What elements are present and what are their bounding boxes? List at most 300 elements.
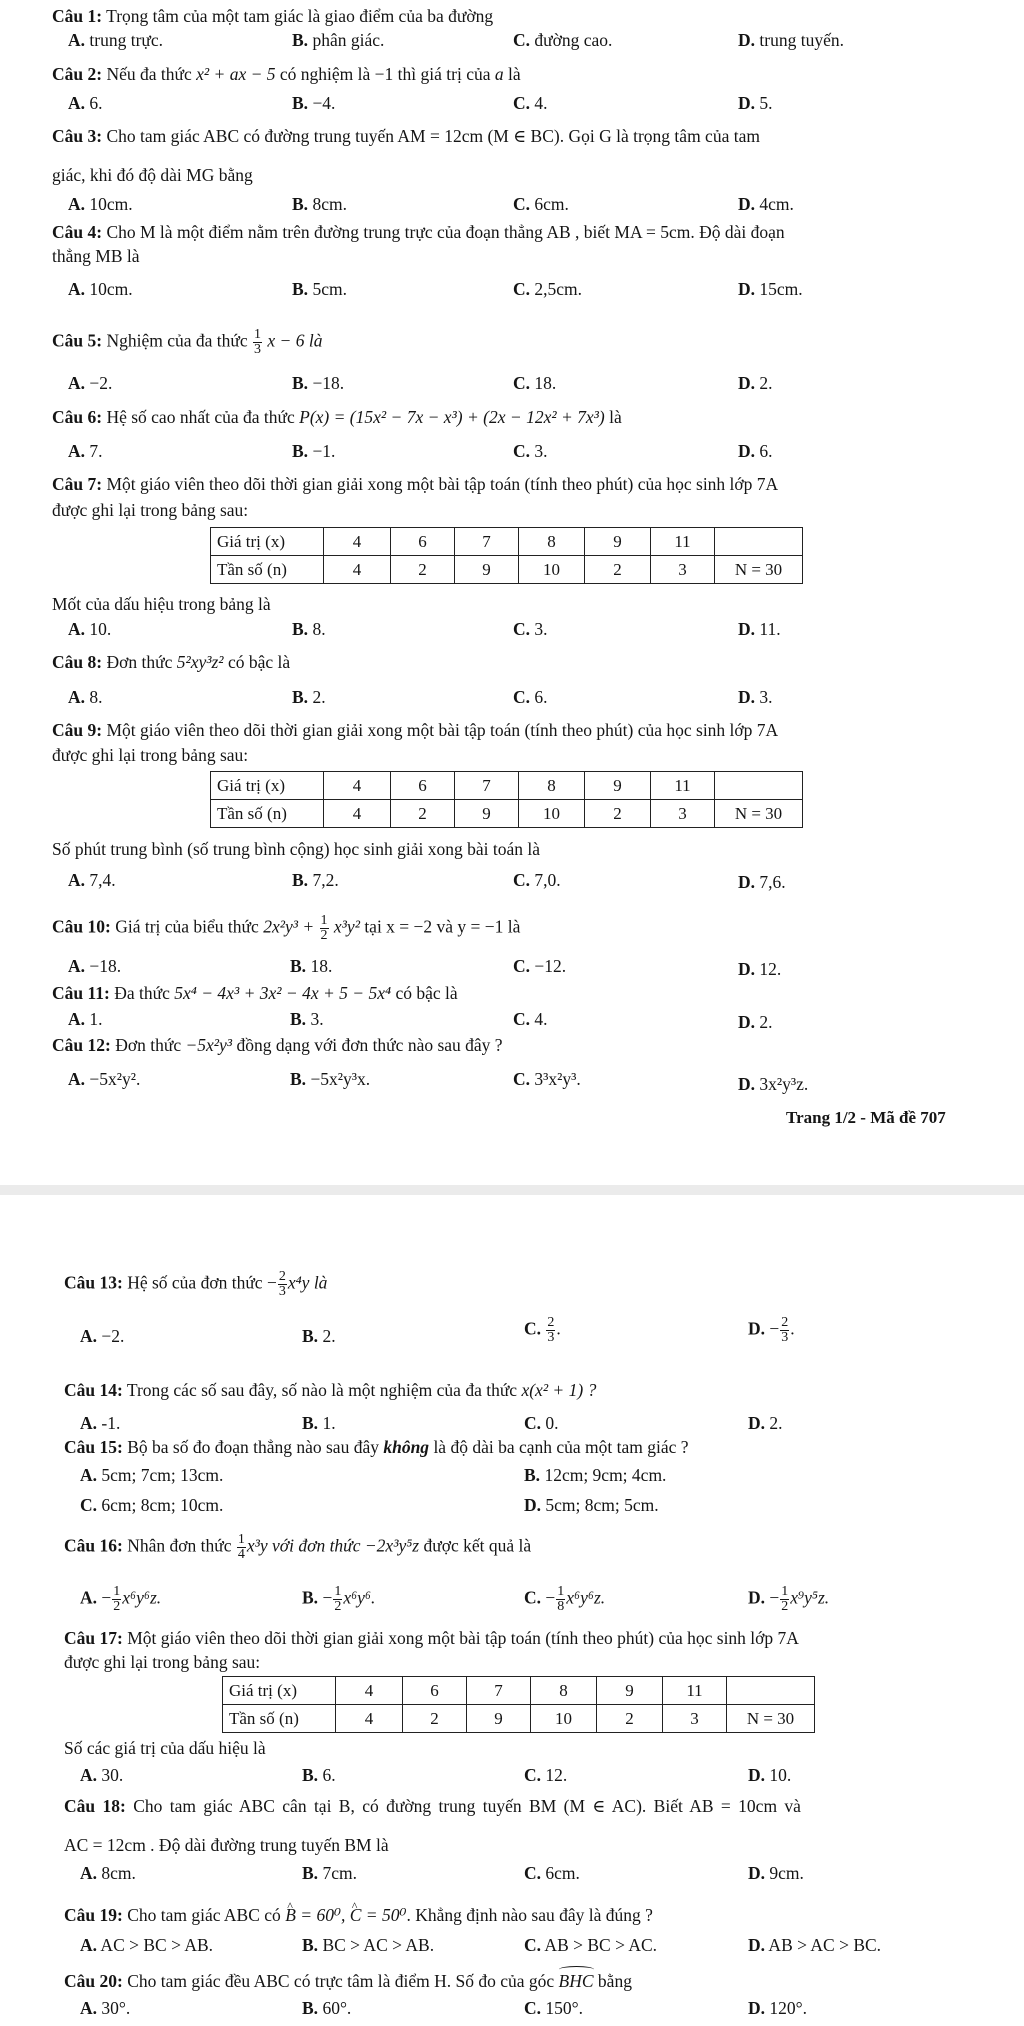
table-cell: 4 bbox=[336, 1677, 403, 1705]
option-b[interactable]: B. − $\frac{1}{2}$ x⁶y⁶. bbox=[302, 1584, 376, 1614]
option-letter: C. bbox=[513, 93, 531, 113]
sign: − bbox=[266, 1272, 277, 1293]
table-cell: 2 bbox=[403, 1705, 467, 1733]
option-b[interactable] bbox=[292, 372, 344, 394]
option-letter: A. bbox=[80, 1413, 98, 1433]
option-text: 3. bbox=[755, 687, 773, 707]
question-text: là bbox=[609, 407, 622, 427]
option-text: 5. bbox=[755, 93, 773, 113]
question-text: Cho tam giác ABC có bbox=[127, 1905, 281, 1925]
table-row bbox=[211, 772, 803, 800]
table-cell: 10 bbox=[531, 1705, 597, 1733]
option-b[interactable] bbox=[292, 440, 335, 462]
option-text: 120°. bbox=[765, 1998, 808, 2018]
fraction-numerator: 1 bbox=[113, 1584, 121, 1599]
fraction-numerator: 2 bbox=[278, 1269, 286, 1284]
option-d[interactable] bbox=[748, 1997, 807, 2019]
table-cell bbox=[727, 1677, 815, 1705]
option-letter: B. bbox=[302, 1863, 319, 1883]
option-d[interactable] bbox=[738, 618, 781, 640]
option-text: 6. bbox=[755, 441, 773, 461]
option-d[interactable] bbox=[748, 1764, 791, 1786]
option-letter: A. bbox=[68, 1009, 86, 1029]
frequency-table bbox=[210, 771, 803, 828]
question-text: Nhân đơn thức bbox=[127, 1535, 232, 1556]
option-b[interactable] bbox=[302, 1325, 336, 1347]
option-letter: C. bbox=[524, 1587, 542, 1608]
math-expression: x² + ax − 5 bbox=[196, 64, 276, 84]
option-text: . bbox=[556, 1318, 561, 1339]
table-cell: N = 30 bbox=[727, 1705, 815, 1733]
question-2 bbox=[52, 63, 521, 85]
option-text: AB > AC > BC. bbox=[765, 1935, 882, 1955]
option-d[interactable] bbox=[748, 1412, 783, 1434]
math-expression: 5x⁴ − 4x³ + 3x² − 4x + 5 − 5x⁴ bbox=[174, 983, 392, 1003]
option-text: 12. bbox=[541, 1765, 568, 1785]
option-text: 12cm; 9cm; 4cm. bbox=[540, 1465, 667, 1485]
option-letter: B. bbox=[302, 1998, 319, 2018]
option-letter: C. bbox=[513, 30, 531, 50]
question-text: bằng bbox=[597, 1971, 632, 1991]
fraction-denominator: 2 bbox=[334, 1599, 342, 1614]
fraction-denominator: 3 bbox=[547, 1330, 555, 1345]
option-b[interactable] bbox=[302, 1412, 336, 1434]
option-letter: A. bbox=[80, 1587, 98, 1608]
option-c[interactable] bbox=[513, 869, 561, 891]
option-text: 4cm. bbox=[755, 194, 794, 214]
question-text: là độ dài ba cạnh của một tam giác ? bbox=[433, 1437, 689, 1457]
option-c[interactable] bbox=[513, 1008, 548, 1030]
question-text: Trọng tâm của một tam giác là giao điểm của ba đường bbox=[106, 6, 494, 26]
option-d[interactable] bbox=[738, 958, 781, 980]
option-b[interactable] bbox=[290, 1008, 324, 1030]
table-cell: 11 bbox=[651, 772, 715, 800]
option-text: 10. bbox=[765, 1765, 792, 1785]
table-cell: 9 bbox=[455, 556, 519, 584]
option-a[interactable] bbox=[68, 955, 121, 977]
option-d[interactable] bbox=[748, 1316, 795, 1345]
option-letter: D. bbox=[738, 1012, 756, 1032]
question-14 bbox=[64, 1379, 596, 1401]
table-cell: 9 bbox=[597, 1677, 663, 1705]
option-letter: B. bbox=[524, 1465, 541, 1485]
option-text: 3. bbox=[306, 1009, 324, 1029]
option-d[interactable] bbox=[738, 1011, 773, 1033]
option-letter: B. bbox=[292, 441, 309, 461]
question-16 bbox=[64, 1533, 531, 1562]
option-letter: D. bbox=[738, 441, 756, 461]
table-cell: 11 bbox=[651, 528, 715, 556]
question-text: Đơn thức bbox=[106, 652, 173, 672]
option-c[interactable] bbox=[513, 372, 556, 394]
option-a[interactable] bbox=[68, 193, 133, 215]
option-text: 2. bbox=[308, 687, 326, 707]
option-d[interactable] bbox=[738, 278, 803, 300]
table-header-cell bbox=[211, 528, 324, 556]
table-cell bbox=[715, 772, 803, 800]
fraction bbox=[546, 1316, 555, 1345]
option-d[interactable] bbox=[738, 1073, 808, 1095]
table-cell: 2 bbox=[391, 800, 455, 828]
option-d[interactable] bbox=[738, 440, 773, 462]
option-text: 4. bbox=[530, 93, 548, 113]
fraction bbox=[237, 1533, 246, 1562]
option-text: −18. bbox=[85, 956, 122, 976]
option-b[interactable] bbox=[302, 1997, 351, 2019]
option-letter: C. bbox=[513, 373, 531, 393]
table-cell: 9 bbox=[455, 800, 519, 828]
fraction-denominator: 3 bbox=[781, 1330, 789, 1345]
fraction-denominator: 2 bbox=[320, 928, 328, 943]
option-d[interactable] bbox=[738, 871, 786, 893]
table-cell: 8 bbox=[531, 1677, 597, 1705]
option-text: 6. bbox=[85, 93, 103, 113]
page-footer: Trang 1/2 - Mã đề 707 bbox=[786, 1108, 946, 1127]
option-c[interactable] bbox=[80, 1494, 223, 1516]
option-letter: B. bbox=[292, 30, 309, 50]
option-a[interactable] bbox=[68, 1068, 140, 1090]
option-letter: D. bbox=[524, 1495, 542, 1515]
option-a[interactable] bbox=[80, 1412, 120, 1434]
option-text: 6cm; 8cm; 10cm. bbox=[97, 1495, 224, 1515]
option-b[interactable] bbox=[292, 193, 347, 215]
option-c[interactable] bbox=[513, 440, 548, 462]
option-a[interactable] bbox=[68, 92, 103, 114]
question-text: Hệ số của đơn thức bbox=[127, 1272, 263, 1293]
option-c[interactable] bbox=[513, 955, 566, 977]
option-c[interactable] bbox=[513, 193, 569, 215]
fraction-denominator: 2 bbox=[113, 1599, 121, 1614]
question-text: Đa thức bbox=[114, 983, 170, 1003]
option-letter: D. bbox=[748, 1863, 766, 1883]
fraction bbox=[320, 914, 329, 943]
math-expression: x³y với đơn thức bbox=[246, 1535, 361, 1556]
option-c[interactable] bbox=[513, 1068, 581, 1090]
option-a[interactable] bbox=[68, 278, 133, 300]
option-d[interactable] bbox=[738, 193, 794, 215]
option-text: −2. bbox=[101, 1326, 125, 1346]
option-text: 10cm. bbox=[85, 279, 133, 299]
option-letter: A. bbox=[68, 870, 86, 890]
option-text: 7,2. bbox=[308, 870, 339, 890]
option-letter: B. bbox=[302, 1326, 319, 1346]
table-cell bbox=[715, 528, 803, 556]
option-a[interactable] bbox=[68, 686, 103, 708]
option-a[interactable] bbox=[80, 1997, 130, 2019]
option-letter: A. bbox=[68, 1069, 86, 1089]
option-a[interactable] bbox=[68, 869, 116, 891]
frequency-table bbox=[222, 1676, 815, 1733]
option-b[interactable] bbox=[292, 29, 384, 51]
question-11 bbox=[52, 982, 458, 1004]
option-b[interactable] bbox=[292, 869, 339, 891]
question-7-continued: được ghi lại trong bảng sau: bbox=[52, 500, 249, 520]
option-a[interactable] bbox=[80, 1934, 213, 1956]
option-text: x⁶y⁶z. bbox=[122, 1587, 162, 1608]
math-expression: P(x) = (15x² − 7x − x³) + (2x − 12x² + 7x³) bbox=[299, 407, 605, 427]
sign: − bbox=[769, 1318, 780, 1339]
option-text: 2. bbox=[322, 1326, 336, 1346]
option-a[interactable] bbox=[68, 1008, 103, 1030]
option-c[interactable] bbox=[524, 1764, 567, 1786]
option-c[interactable] bbox=[513, 29, 612, 51]
fraction-denominator: 3 bbox=[278, 1284, 286, 1299]
option-text: 7,4. bbox=[85, 870, 116, 890]
question-9-prompt: Số phút trung bình (số trung bình cộng) học sinh giải xong bài toán là bbox=[52, 839, 541, 859]
question-text: Hệ số cao nhất của đa thức bbox=[106, 407, 295, 427]
table-cell: 7 bbox=[455, 528, 519, 556]
table-header-cell bbox=[211, 556, 324, 584]
option-letter: B. bbox=[302, 1413, 319, 1433]
math-expression: −2x³y⁵z bbox=[364, 1535, 420, 1556]
question-label: Câu 17: bbox=[64, 1628, 123, 1648]
question-text: Đơn thức bbox=[115, 1035, 182, 1055]
option-letter: A. bbox=[68, 687, 86, 707]
option-letter: B. bbox=[290, 956, 307, 976]
option-b[interactable] bbox=[302, 1934, 434, 1956]
option-letter: D. bbox=[738, 959, 756, 979]
option-letter: A. bbox=[68, 30, 86, 50]
option-d[interactable] bbox=[738, 372, 773, 394]
table-header-cell bbox=[223, 1705, 336, 1733]
option-text: 6cm. bbox=[541, 1863, 580, 1883]
table-cell: 9 bbox=[467, 1705, 531, 1733]
table-cell: 8 bbox=[519, 528, 585, 556]
option-d[interactable] bbox=[524, 1494, 659, 1516]
cell-text: Tần số (n) bbox=[229, 1708, 299, 1728]
option-d[interactable] bbox=[738, 92, 773, 114]
option-c[interactable] bbox=[513, 278, 582, 300]
option-letter: D. bbox=[748, 1318, 766, 1339]
option-letter: A. bbox=[80, 1863, 98, 1883]
question-10 bbox=[52, 914, 520, 943]
option-a[interactable] bbox=[68, 440, 103, 462]
option-letter: A. bbox=[68, 441, 86, 461]
fraction-denominator: 3 bbox=[254, 342, 261, 357]
option-text: 7cm. bbox=[318, 1863, 357, 1883]
option-letter: B. bbox=[302, 1765, 319, 1785]
option-a[interactable] bbox=[80, 1764, 123, 1786]
option-b[interactable] bbox=[524, 1464, 666, 1486]
option-text: 8cm. bbox=[97, 1863, 136, 1883]
option-text: 7. bbox=[85, 441, 103, 461]
question-label: Câu 18: bbox=[64, 1796, 126, 1816]
table-header-cell bbox=[211, 772, 324, 800]
option-a[interactable] bbox=[68, 29, 163, 51]
table-cell: 10 bbox=[519, 556, 585, 584]
question-label: Câu 19: bbox=[64, 1905, 123, 1925]
option-letter: D. bbox=[738, 194, 756, 214]
option-d[interactable] bbox=[738, 29, 844, 51]
option-letter: D. bbox=[748, 1587, 766, 1608]
question-label: Câu 7: bbox=[52, 474, 103, 494]
question-label: Câu 15: bbox=[64, 1437, 123, 1457]
question-7-prompt: Mốt của dấu hiệu trong bảng là bbox=[52, 594, 271, 614]
option-letter: C. bbox=[513, 619, 531, 639]
option-text: phân giác. bbox=[308, 30, 385, 50]
option-text: trung tuyến. bbox=[755, 30, 844, 50]
option-d[interactable]: D. − $\frac{1}{2}$ x⁹y⁵z. bbox=[748, 1584, 830, 1614]
question-text: là bbox=[507, 64, 521, 84]
option-text: 5cm; 8cm; 5cm. bbox=[541, 1495, 659, 1515]
option-c[interactable]: C. − $\frac{1}{8}$ x⁶y⁶z. bbox=[524, 1584, 606, 1614]
question-label: Câu 1: bbox=[52, 6, 103, 26]
table-cell: 3 bbox=[651, 556, 715, 584]
option-b[interactable] bbox=[292, 92, 335, 114]
option-letter: C. bbox=[513, 194, 531, 214]
cell-text: Giá trị (x) bbox=[217, 775, 285, 795]
frequency-table bbox=[210, 527, 803, 584]
option-c[interactable] bbox=[513, 92, 548, 114]
option-c[interactable] bbox=[513, 618, 548, 640]
table-cell: 7 bbox=[467, 1677, 531, 1705]
option-text: 1. bbox=[318, 1413, 336, 1433]
table-cell: 2 bbox=[597, 1705, 663, 1733]
table-cell: 2 bbox=[585, 800, 651, 828]
option-text: x⁶y⁶z. bbox=[566, 1587, 606, 1608]
option-letter: A. bbox=[68, 619, 86, 639]
question-label: Câu 13: bbox=[64, 1272, 123, 1293]
math-expression: x⁴y là bbox=[287, 1272, 328, 1293]
option-b[interactable] bbox=[292, 278, 347, 300]
question-9 bbox=[52, 719, 778, 741]
option-letter: D. bbox=[738, 619, 756, 639]
question-7 bbox=[52, 473, 778, 495]
math-expression: −5x²y³ bbox=[185, 1035, 233, 1055]
option-text: 6cm. bbox=[530, 194, 569, 214]
option-text: 3. bbox=[530, 441, 548, 461]
option-letter: C. bbox=[513, 870, 531, 890]
option-a[interactable] bbox=[80, 1862, 136, 1884]
emphasis-text: không bbox=[383, 1437, 430, 1457]
table-cell: 3 bbox=[651, 800, 715, 828]
option-letter: C. bbox=[524, 1935, 542, 1955]
option-text: 2,5cm. bbox=[530, 279, 583, 299]
option-text: −18. bbox=[308, 373, 345, 393]
math-expression: x − 6 là bbox=[267, 330, 323, 351]
option-text: 30. bbox=[97, 1765, 124, 1785]
option-letter: B. bbox=[290, 1009, 307, 1029]
option-letter: C. bbox=[524, 1998, 542, 2018]
option-text: . bbox=[790, 1318, 795, 1339]
option-c[interactable] bbox=[513, 686, 548, 708]
fraction-numerator: 2 bbox=[781, 1315, 789, 1330]
table-row bbox=[211, 800, 803, 828]
option-text: −1. bbox=[308, 441, 336, 461]
option-b[interactable] bbox=[292, 686, 326, 708]
math-expression: = 60⁰, bbox=[300, 1905, 346, 1925]
option-letter: B. bbox=[292, 194, 309, 214]
option-a[interactable] bbox=[80, 1325, 124, 1347]
option-b[interactable] bbox=[290, 1068, 370, 1090]
option-letter: D. bbox=[748, 1413, 766, 1433]
option-c[interactable] bbox=[524, 1316, 561, 1345]
option-text: −5x²y³x. bbox=[306, 1069, 371, 1089]
question-text: Cho tam giác ABC có đường trung tuyến AM = 12cm (M ∈ BC). Gọi G là trọng tâm của tam bbox=[106, 126, 760, 146]
option-text: 9cm. bbox=[765, 1863, 804, 1883]
question-label: Câu 9: bbox=[52, 720, 103, 740]
option-text: 4. bbox=[530, 1009, 548, 1029]
option-a[interactable]: A. − $\frac{1}{2}$ x⁶y⁶z. bbox=[80, 1584, 162, 1614]
fraction bbox=[253, 328, 262, 357]
table-row bbox=[223, 1705, 815, 1733]
option-text: x⁶y⁶. bbox=[343, 1587, 376, 1608]
option-text: AC > BC > AB. bbox=[97, 1935, 214, 1955]
table-cell: 3 bbox=[663, 1705, 727, 1733]
option-text: 60°. bbox=[318, 1998, 352, 2018]
option-b[interactable] bbox=[292, 618, 326, 640]
option-letter: D. bbox=[738, 279, 756, 299]
option-c[interactable] bbox=[524, 1934, 657, 1956]
option-letter: B. bbox=[292, 93, 309, 113]
option-b[interactable] bbox=[302, 1862, 357, 1884]
question-text: Một giáo viên theo dõi thời gian giải xong một bài tập toán (tính theo phút) của học sinh lớp 7A bbox=[127, 1628, 799, 1648]
question-text: tại x = −2 và y = −1 là bbox=[364, 916, 521, 937]
cell-text: Giá trị (x) bbox=[229, 1680, 297, 1700]
option-c[interactable] bbox=[524, 1997, 583, 2019]
option-text: 3³x²y³. bbox=[530, 1069, 581, 1089]
option-d[interactable] bbox=[738, 686, 773, 708]
table-cell: 4 bbox=[324, 772, 391, 800]
option-letter: A. bbox=[68, 194, 86, 214]
option-a[interactable] bbox=[68, 618, 111, 640]
cell-text: Giá trị (x) bbox=[217, 531, 285, 551]
option-b[interactable] bbox=[290, 955, 332, 977]
option-letter: D. bbox=[738, 373, 756, 393]
option-letter: B. bbox=[292, 279, 309, 299]
option-text: 18. bbox=[530, 373, 557, 393]
question-label: Câu 2: bbox=[52, 64, 103, 84]
fraction bbox=[556, 1585, 565, 1614]
question-label: Câu 12: bbox=[52, 1035, 111, 1055]
option-letter: C. bbox=[513, 956, 531, 976]
question-label: Câu 16: bbox=[64, 1535, 123, 1556]
question-19 bbox=[64, 1904, 653, 1926]
option-b[interactable] bbox=[302, 1764, 336, 1786]
option-a[interactable] bbox=[68, 372, 112, 394]
option-text: 0. bbox=[541, 1413, 559, 1433]
question-18-continued: AC = 12cm . Độ dài đường trung tuyến BM là bbox=[64, 1835, 389, 1855]
question-5 bbox=[52, 328, 322, 357]
fraction-numerator: 1 bbox=[320, 913, 328, 928]
option-d[interactable] bbox=[748, 1934, 881, 1956]
option-letter: A. bbox=[68, 373, 86, 393]
question-label: Câu 4: bbox=[52, 222, 103, 242]
option-d[interactable] bbox=[748, 1862, 804, 1884]
option-c[interactable] bbox=[524, 1412, 559, 1434]
table-cell: 6 bbox=[403, 1677, 467, 1705]
question-text: Bộ ba số đo đoạn thẳng nào sau đây bbox=[127, 1437, 379, 1457]
table-cell: 7 bbox=[455, 772, 519, 800]
question-9-continued: được ghi lại trong bảng sau: bbox=[52, 745, 249, 765]
fraction bbox=[333, 1585, 342, 1614]
option-text: −4. bbox=[308, 93, 336, 113]
fraction-denominator: 4 bbox=[237, 1547, 245, 1562]
option-text: 18. bbox=[306, 956, 333, 976]
option-c[interactable] bbox=[524, 1862, 580, 1884]
option-letter: C. bbox=[513, 687, 531, 707]
question-18 bbox=[64, 1795, 801, 1817]
fraction-denominator: 2 bbox=[781, 1599, 789, 1614]
option-text: 15cm. bbox=[755, 279, 803, 299]
option-text: 5cm. bbox=[308, 279, 347, 299]
option-text: 6. bbox=[530, 687, 548, 707]
question-4 bbox=[52, 221, 785, 243]
option-text: 10cm. bbox=[85, 194, 133, 214]
option-a[interactable] bbox=[80, 1464, 223, 1486]
option-letter: A. bbox=[80, 1326, 98, 1346]
table-cell: N = 30 bbox=[715, 800, 803, 828]
